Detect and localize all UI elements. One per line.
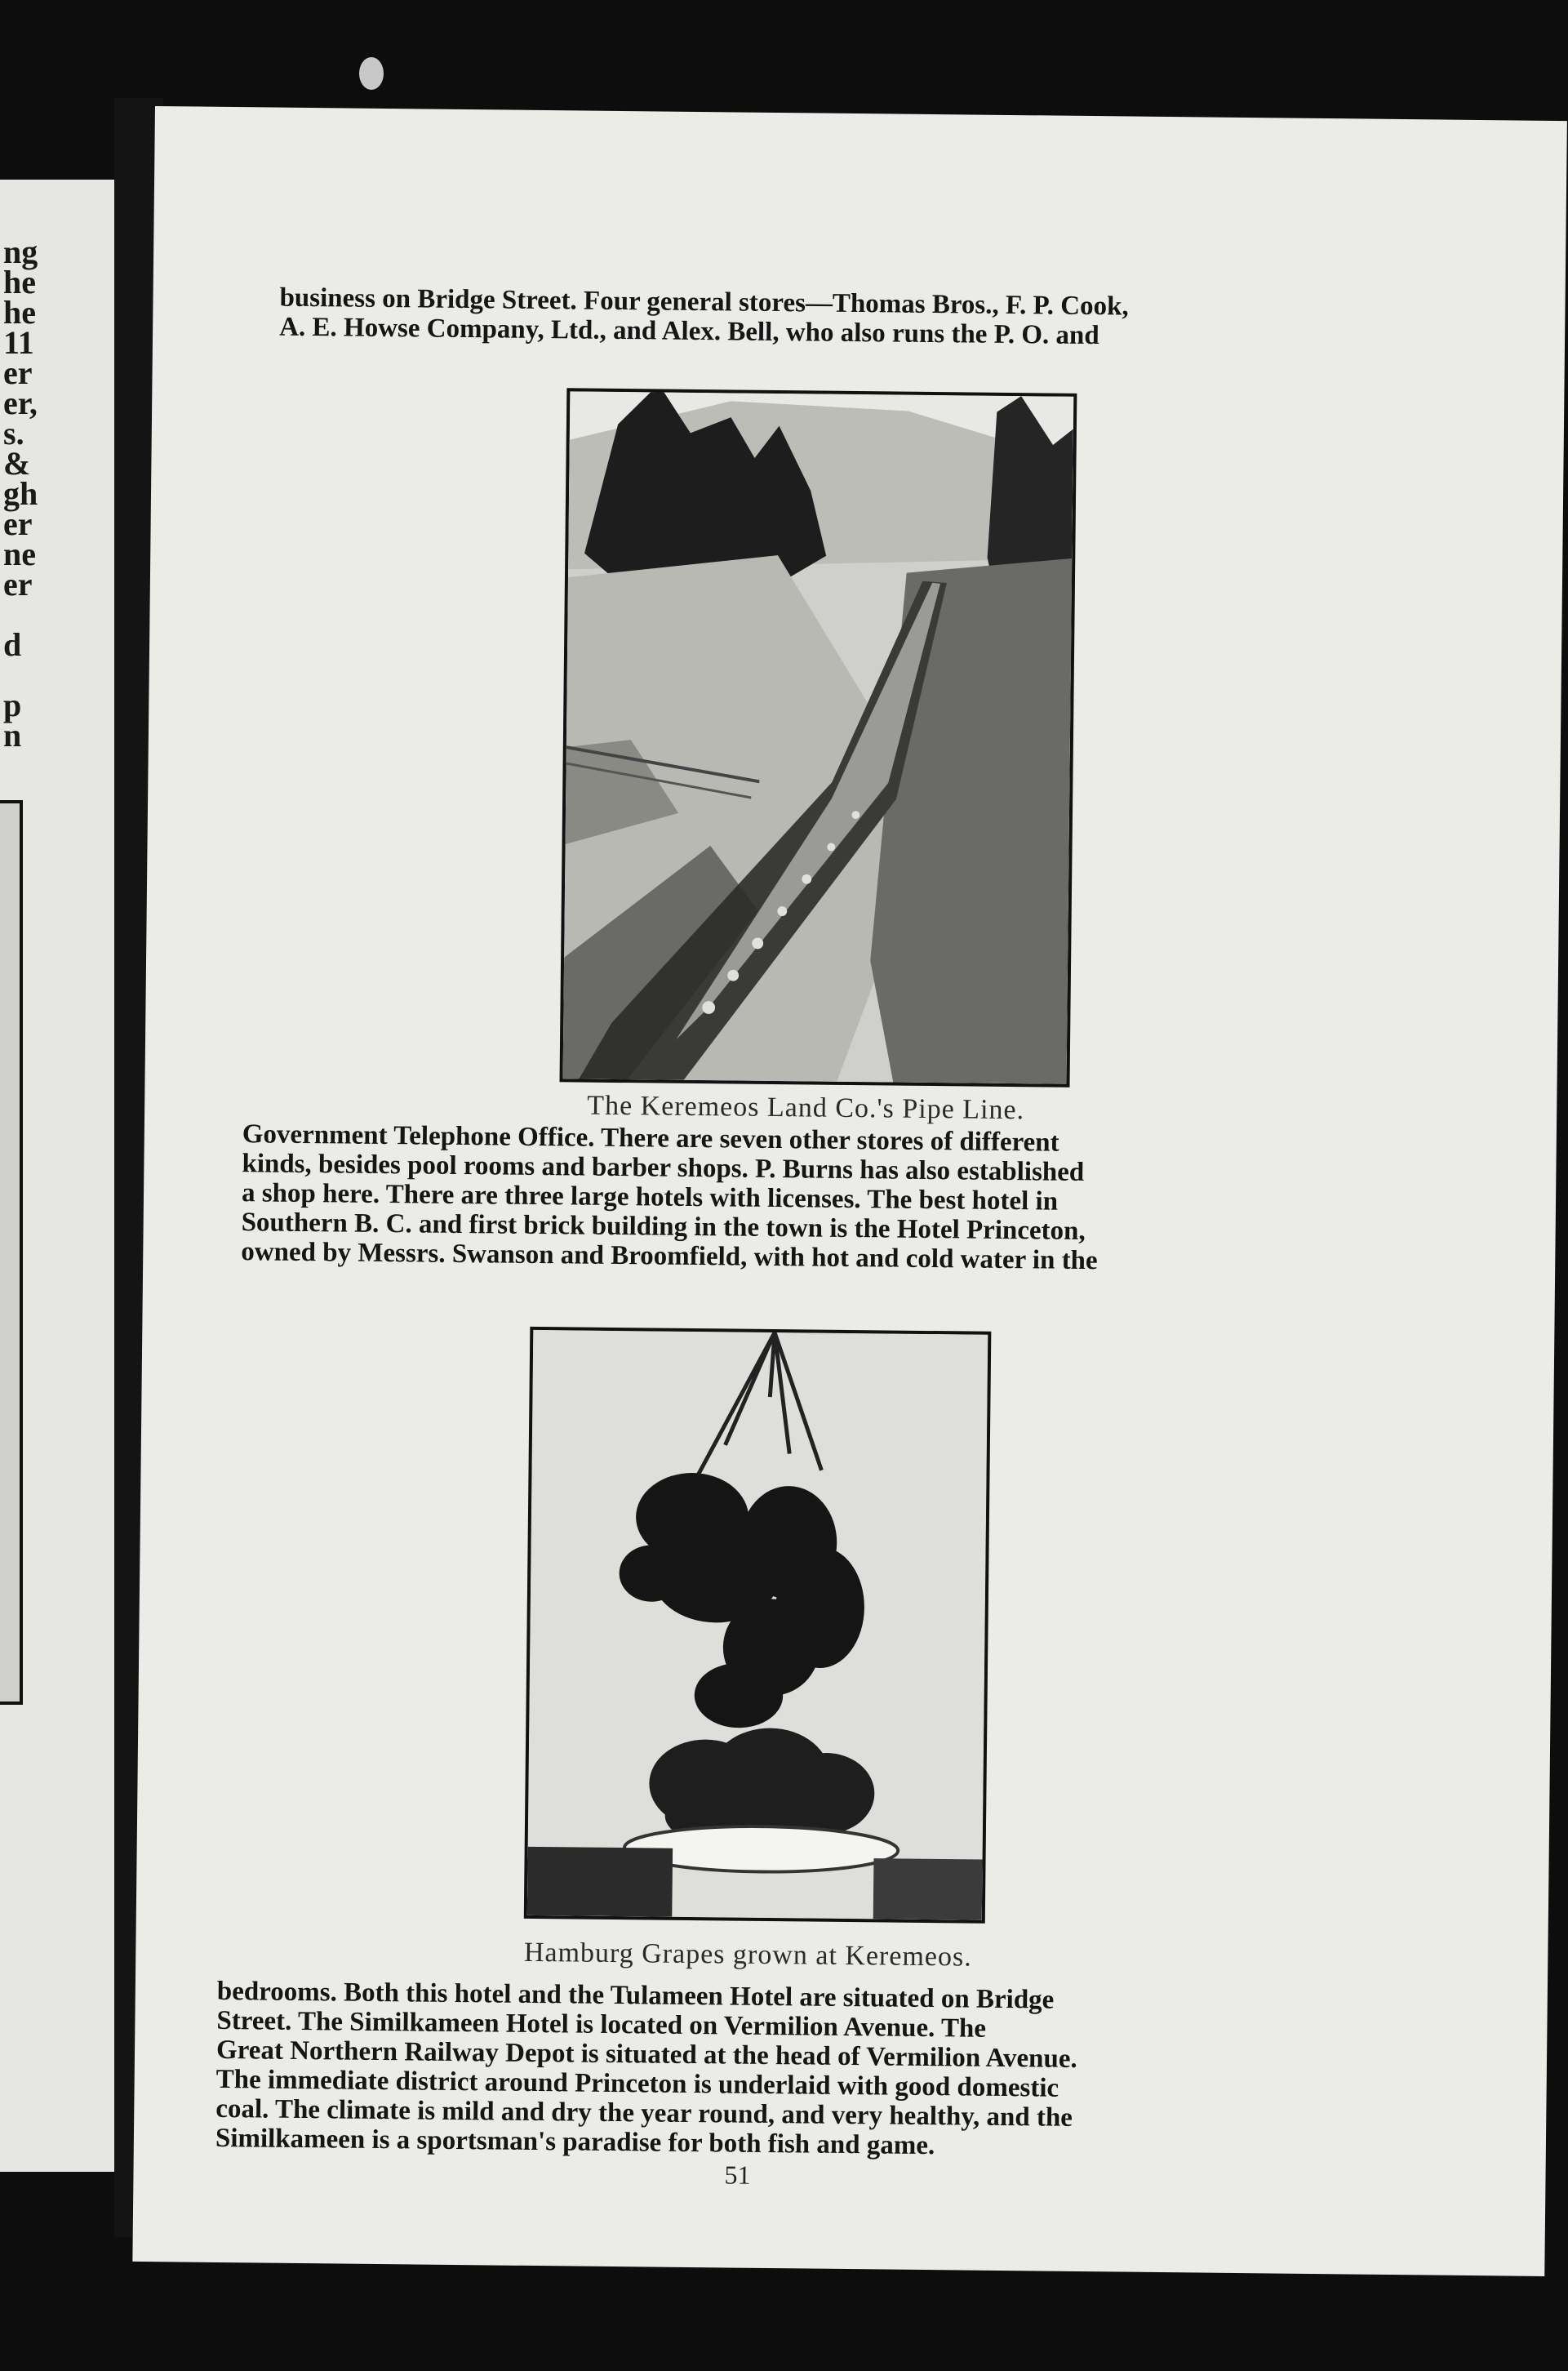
text-line: The immediate district around Princeton is underlaid with good domestic — [215, 2064, 1059, 2103]
text-line: coal. The climate is mild and dry the year round, and very healthy, and the — [215, 2093, 1073, 2133]
paragraph-1 — [279, 283, 1366, 354]
fragment-line: he — [3, 294, 36, 331]
text-line: a shop here. There are three large hotels with licenses. The best hotel in — [241, 1178, 1059, 1217]
fragment-line: er — [3, 354, 33, 391]
scan-speck — [359, 57, 384, 90]
fragment-line — [3, 599, 109, 629]
fragment-line: p — [3, 687, 22, 723]
grapes-photo — [524, 1327, 992, 1924]
fragment-line: ne — [3, 536, 36, 572]
fragment-line: er, — [3, 385, 38, 421]
text-line: A. E. Howse Company, Ltd., and Alex. Bell, who also runs the P. O. and — [278, 312, 1099, 351]
fragment-line: gh — [3, 475, 38, 512]
text-line: owned by Messrs. Swanson and Broomfield, with hot and cold water in the — [241, 1237, 1098, 1276]
fragment-line: ng — [3, 234, 38, 270]
text-line: Government Telephone Office. There are seven other stores of different — [242, 1119, 1059, 1158]
fragment-line: s. — [3, 415, 24, 452]
fragment-line: 11 — [3, 324, 34, 361]
fragment-line: er — [3, 505, 33, 542]
text-line: Southern B. C. and first brick building in the town is the Hotel Princeton, — [241, 1208, 1086, 1247]
previous-page-text-fragments — [3, 234, 109, 754]
paragraph-2 — [241, 1119, 1324, 1278]
fragment-line: & — [3, 445, 31, 482]
text-line: Similkameen is a sportsman's paradise for both fish and game. — [215, 2123, 935, 2161]
text-line: kinds, besides pool rooms and barber shops. P. Burns has also established — [242, 1149, 1085, 1187]
text-line: bedrooms. Both this hotel and the Tulameen Hotel are situated on Bridge — [216, 1976, 1055, 2015]
fragment-line: d — [3, 626, 22, 663]
text-line: Great Northern Railway Depot is situated at the head of Vermilion Avenue. — [215, 2035, 1077, 2074]
fragment-line: he — [3, 264, 36, 300]
figure-2-caption: Hamburg Grapes grown at Keremeos. — [523, 1937, 972, 1973]
pipe-line-photo-image — [563, 391, 1074, 1083]
fragment-line — [3, 660, 109, 690]
fragment-line: er — [3, 566, 33, 603]
fragment-line: n — [3, 717, 22, 754]
previous-page-edge — [0, 180, 114, 2172]
book-page — [132, 106, 1567, 2276]
previous-page-photo-edge — [0, 800, 23, 1705]
page-number: 51 — [724, 2160, 751, 2190]
pipe-line-photo — [560, 388, 1077, 1087]
grapes-photo-image — [527, 1330, 988, 1920]
text-line: business on Bridge Street. Four general stores—Thomas Bros., F. P. Cook, — [279, 282, 1129, 322]
figure-1-caption: The Keremeos Land Co.'s Pipe Line. — [587, 1090, 1025, 1126]
paragraph-3 — [215, 1977, 1299, 2164]
text-line: Street. The Similkameen Hotel is located on Vermilion Avenue. The — [216, 2005, 987, 2044]
